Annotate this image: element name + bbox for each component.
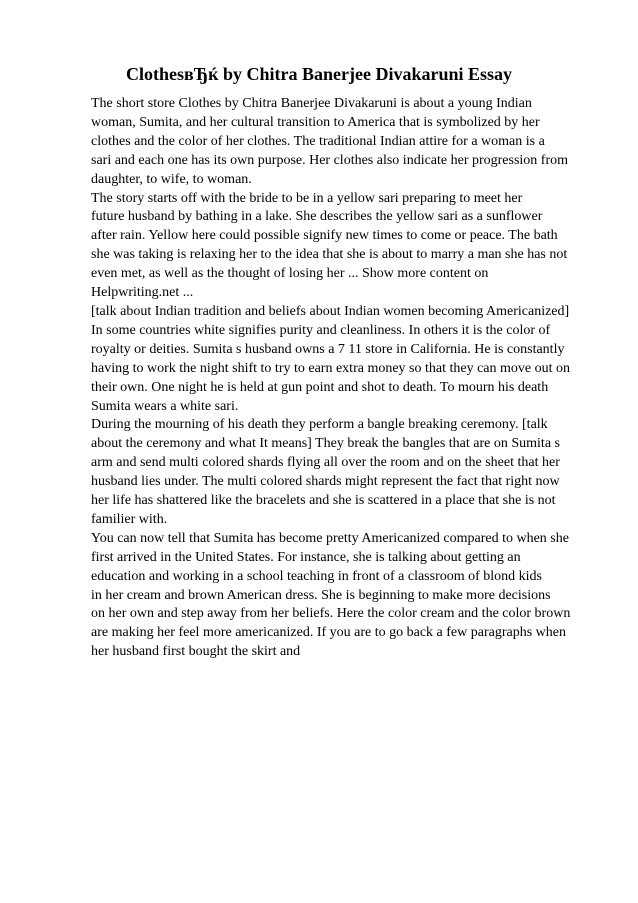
body-line: she was taking is relaxing her to the idea that she is about to marry a man she has not — [91, 247, 568, 263]
document-title: ClothesвЂќ by Chitra Banerjee Divakaruni Essay — [126, 64, 512, 84]
body-line: future husband by bathing in a lake. She describes the yellow sari as a sunflower — [91, 209, 543, 225]
body-line: education and working in a school teaching in front of a classroom of blond kids — [91, 568, 543, 584]
body-line: their own. One night he is held at gun point and shot to death. To mourn his death — [91, 379, 549, 395]
body-line: her life has shattered like the bracelets and she is scattered in a place that she is not — [91, 493, 556, 509]
body-line: Helpwriting.net ... — [91, 285, 194, 301]
body-line: even met, as well as the thought of losing her ... Show more content on — [91, 266, 489, 282]
body-line: You can now tell that Sumita has become pretty Americanized compared to when she — [91, 530, 569, 546]
body-line: royalty or deities. Sumita s husband owns a 7 11 store in California. He is constantly — [91, 341, 565, 357]
body-line: sari and each one has its own purpose. Her clothes also indicate her progression from — [91, 152, 569, 168]
body-line: after rain. Yellow here could possible signify new times to come or peace. The bath — [91, 228, 558, 244]
body-line: The short store Clothes by Chitra Banerjee Divakaruni is about a young Indian — [91, 96, 532, 111]
body-line: in her cream and brown American dress. She is beginning to make more decisions — [91, 587, 551, 603]
body-line: The story starts off with the bride to be in a yellow sari preparing to meet her — [91, 190, 523, 206]
body-line: her husband first bought the skirt and — [91, 644, 301, 660]
body-line: clothes and the color of her clothes. The traditional Indian attire for a woman is a — [91, 133, 545, 149]
body-line: [talk about Indian tradition and beliefs about Indian women becoming Americanized] — [91, 303, 570, 319]
body-line: on her own and step away from her beliefs. Here the color cream and the color brown — [91, 606, 571, 622]
body-line: woman, Sumita, and her cultural transition to America that is symbolized by her — [91, 114, 540, 130]
document-body — [91, 95, 601, 662]
body-line: having to work the night shift to try to earn extra money so that they can move out on — [91, 360, 571, 376]
body-line: Sumita wears a white sari. — [91, 398, 239, 414]
body-line: During the mourning of his death they perform a bangle breaking ceremony. [talk — [91, 417, 548, 433]
body-line: familier with. — [91, 511, 168, 527]
body-line: daughter, to wife, to woman. — [91, 171, 252, 187]
body-line: husband lies under. The multi colored shards might represent the fact that right now — [91, 474, 560, 490]
body-line: are making her feel more americanized. If you are to go back a few paragraphs when — [91, 625, 566, 641]
body-line: arm and send multi colored shards flying all over the room and on the sheet that her — [91, 455, 560, 471]
body-line: about the ceremony and what It means] They break the bangles that are on Sumita s — [91, 436, 560, 452]
body-line: In some countries white signifies purity and cleanliness. In others it is the color of — [91, 322, 551, 338]
body-line: first arrived in the United States. For instance, she is talking about getting an — [91, 549, 521, 565]
